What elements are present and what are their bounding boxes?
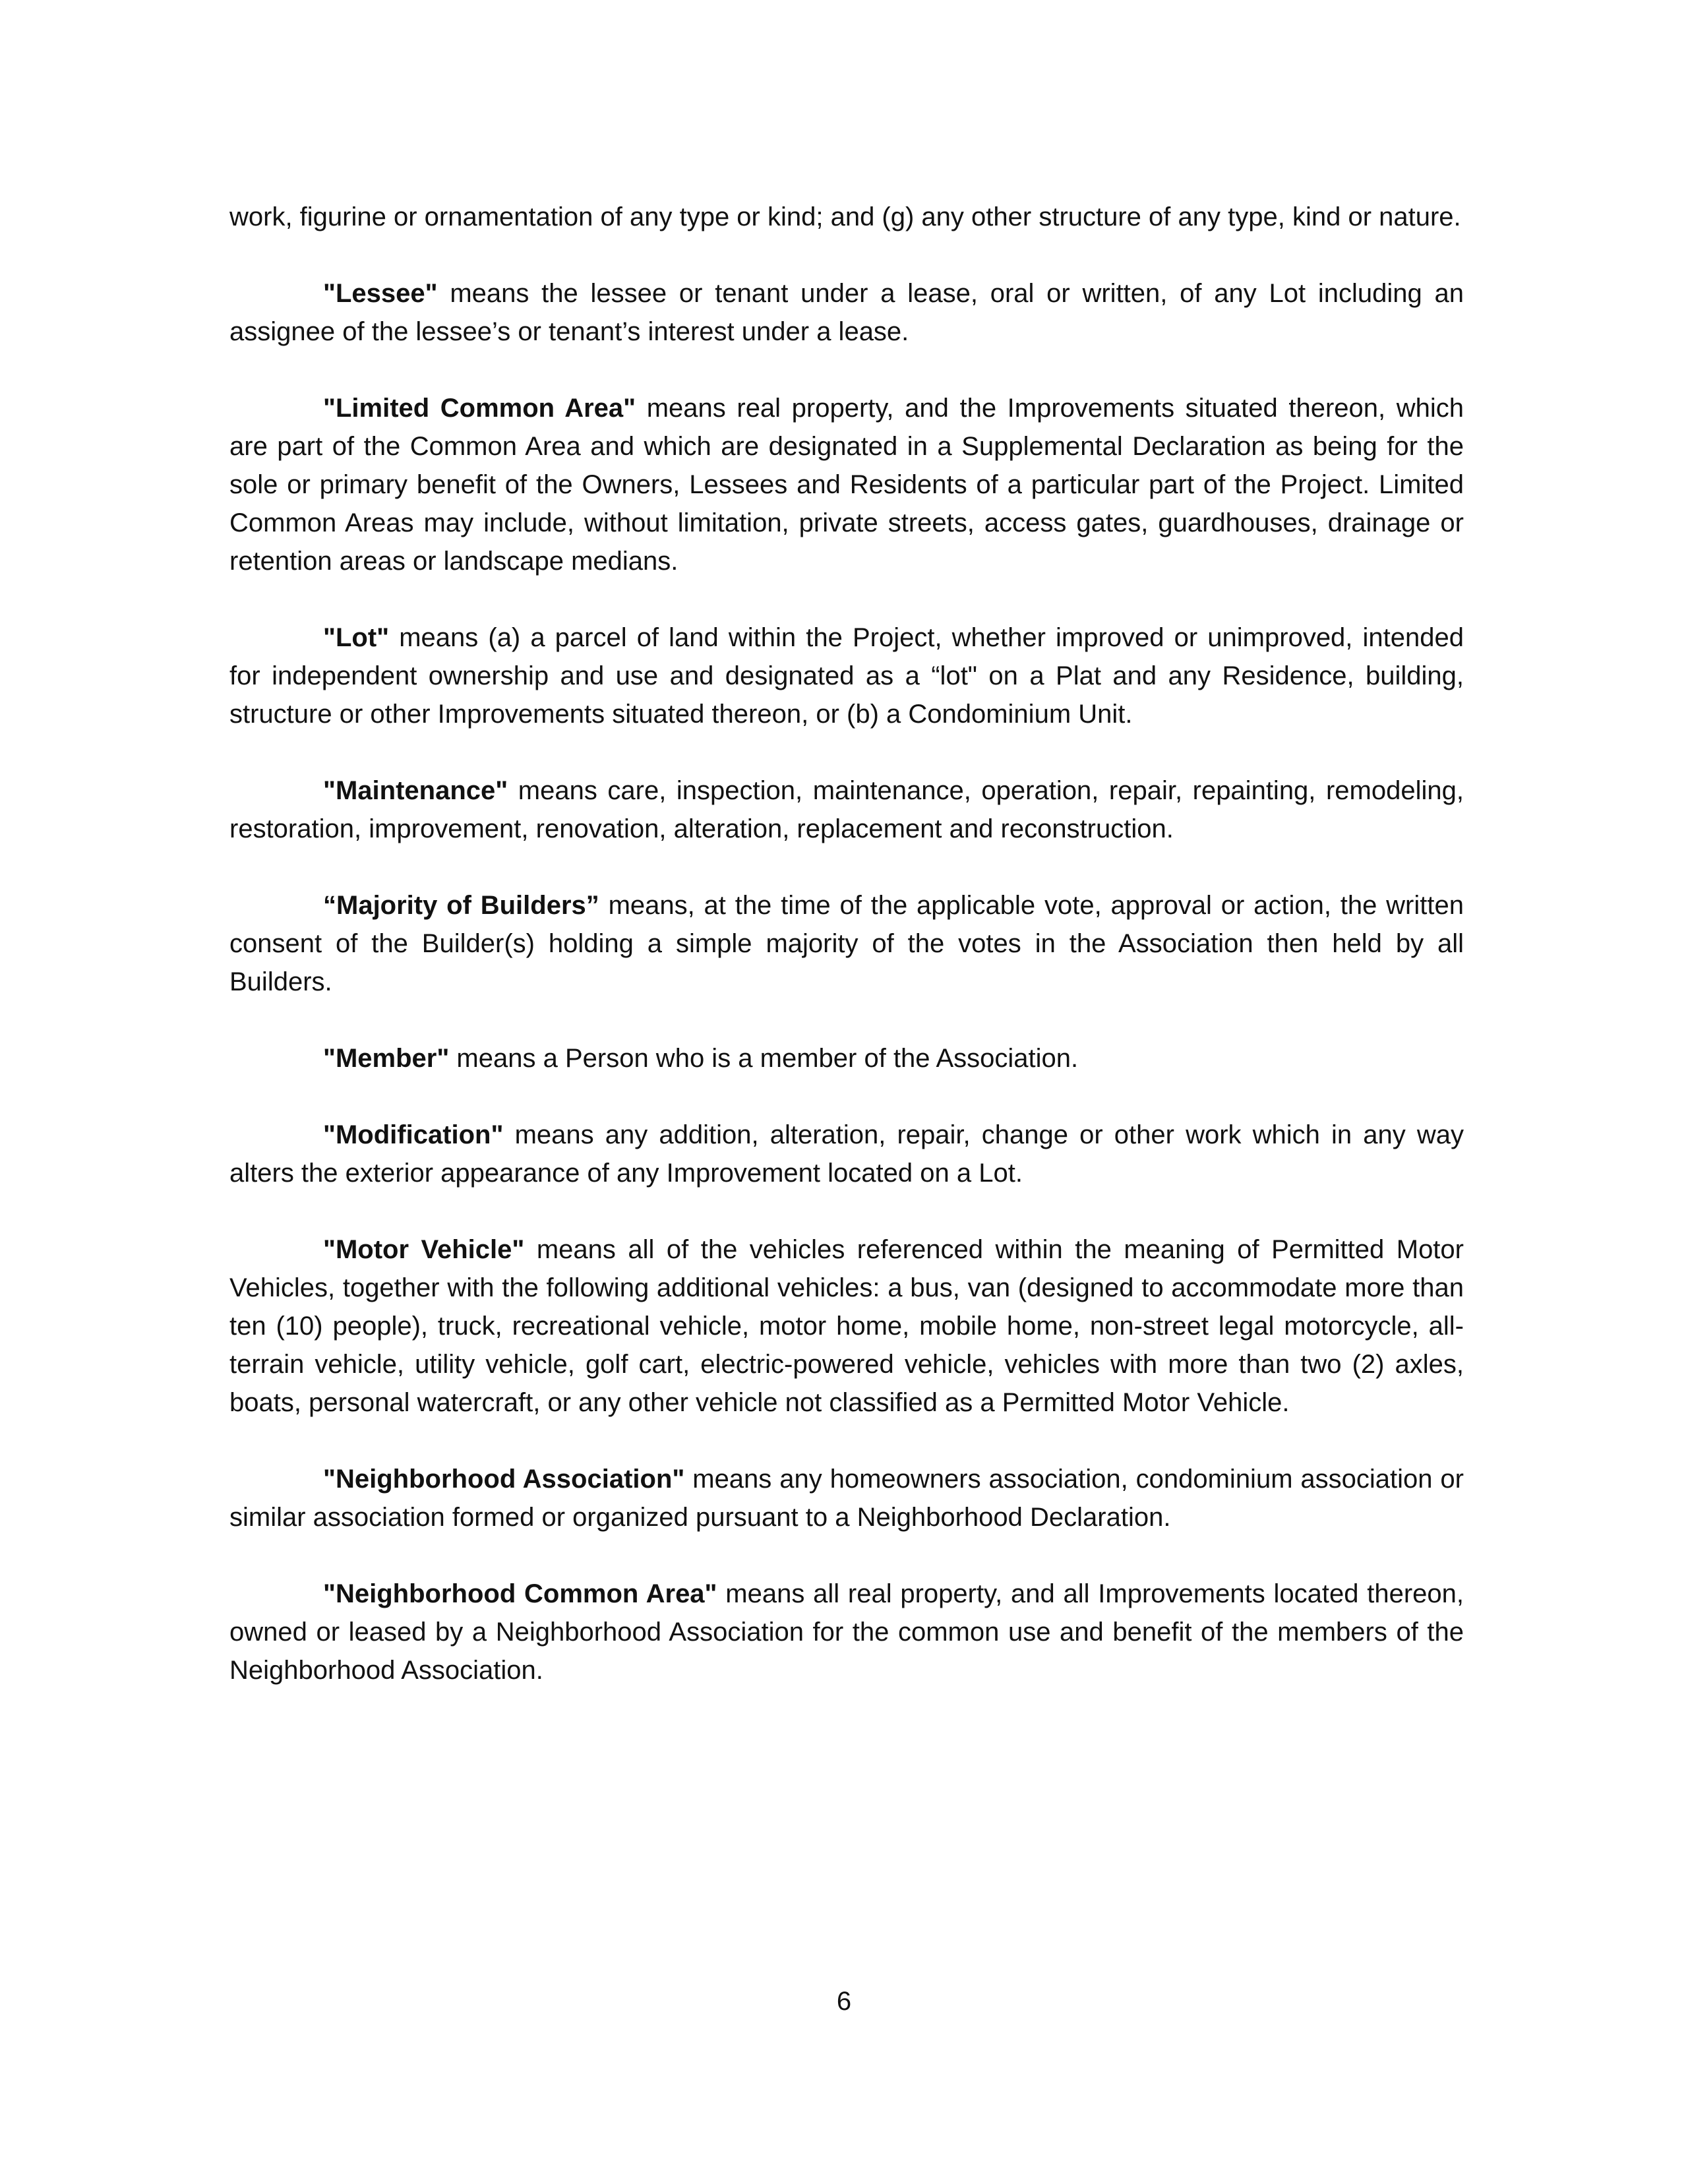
defined-term: "Lot": [323, 623, 390, 652]
defined-term: "Limited Common Area": [323, 394, 636, 423]
definition-lessee: [229, 274, 1464, 351]
paragraph-continuation: [229, 198, 1464, 236]
definition-text: means any homeowners association, condominium association or similar association formed or organized pursuant to a Neighborhood Declaration.: [229, 1465, 1464, 1532]
definition-text: work, figurine or ornamentation of any type or kind; and (g) any other structure of any type, kind or nature.: [229, 202, 1461, 231]
definition-text: means, at the time of the applicable vote, approval or action, the written consent of the Builder(s) holding a simple majority of the votes in the Association then held by all Builders.: [229, 891, 1464, 996]
defined-term: "Motor Vehicle": [323, 1235, 525, 1264]
defined-term: "Modification": [323, 1120, 504, 1149]
definition-text: means (a) a parcel of land within the Project, whether improved or unimproved, intended for independent ownership and use and designated as a “lot" on a Plat and any Residence, building, structure or other Improvements situated thereon, or (b) a Condominium Unit.: [229, 623, 1464, 729]
definition-neighborhood-association: [229, 1460, 1464, 1536]
definition-neighborhood-common-area: [229, 1575, 1464, 1689]
definition-member: [229, 1039, 1464, 1077]
defined-term: "Maintenance": [323, 776, 508, 805]
definition-lot: [229, 619, 1464, 733]
definition-limited-common-area: [229, 389, 1464, 580]
definition-text: means the lessee or tenant under a lease, oral or written, of any Lot including an assignee of the lessee’s or tenant’s interest under a lease.: [229, 279, 1464, 346]
page-number: 6: [836, 1987, 852, 2016]
defined-term: “Majority of Builders”: [323, 891, 599, 920]
definition-modification: [229, 1116, 1464, 1192]
definition-text: means care, inspection, maintenance, operation, repair, repainting, remodeling, restoration, improvement, renovation, alteration, replacement and reconstruction.: [229, 776, 1464, 843]
definition-text: means any addition, alteration, repair, change or other work which in any way alters the exterior appearance of any Improvement located on a Lot.: [229, 1120, 1464, 1188]
definition-motor-vehicle: [229, 1230, 1464, 1422]
definition-text: means a Person who is a member of the Association.: [449, 1044, 1079, 1073]
definition-text: means real property, and the Improvements situated thereon, which are part of the Common Area and which are designated in a Supplemental Declaration as being for the sole or primary benefit of the Owners, Lessees and Residents of a particular part of the Project. Limited Common Areas may include, without limitation, private streets, access gates, guardhouses, drainage or retention areas or landscape medians.: [229, 394, 1464, 576]
definition-text: means all real property, and all Improvements located thereon, owned or leased by a Neighborhood Association for the common use and benefit of the members of the Neighborhood Association.: [229, 1579, 1464, 1685]
definition-maintenance: [229, 772, 1464, 848]
defined-term: "Lessee": [323, 279, 438, 308]
definition-majority-of-builders: [229, 886, 1464, 1001]
defined-term: "Member": [323, 1044, 450, 1073]
defined-term: "Neighborhood Common Area": [323, 1579, 717, 1608]
definitions-section: [229, 198, 1464, 1728]
definition-text: means all of the vehicles referenced within the meaning of Permitted Motor Vehicles, together with the following additional vehicles: a bus, van (designed to accommodate more than ten (10) people), truck, recreational vehicle, motor home, mobile home, non-street legal motorcycle, all-terrain vehicle, utility vehicle, golf cart, electric-powered vehicle, vehicles with more than two (2) axles, boats, personal watercraft, or any other vehicle not classified as a Permitted Motor Vehicle.: [229, 1235, 1464, 1417]
defined-term: "Neighborhood Association": [323, 1465, 685, 1494]
